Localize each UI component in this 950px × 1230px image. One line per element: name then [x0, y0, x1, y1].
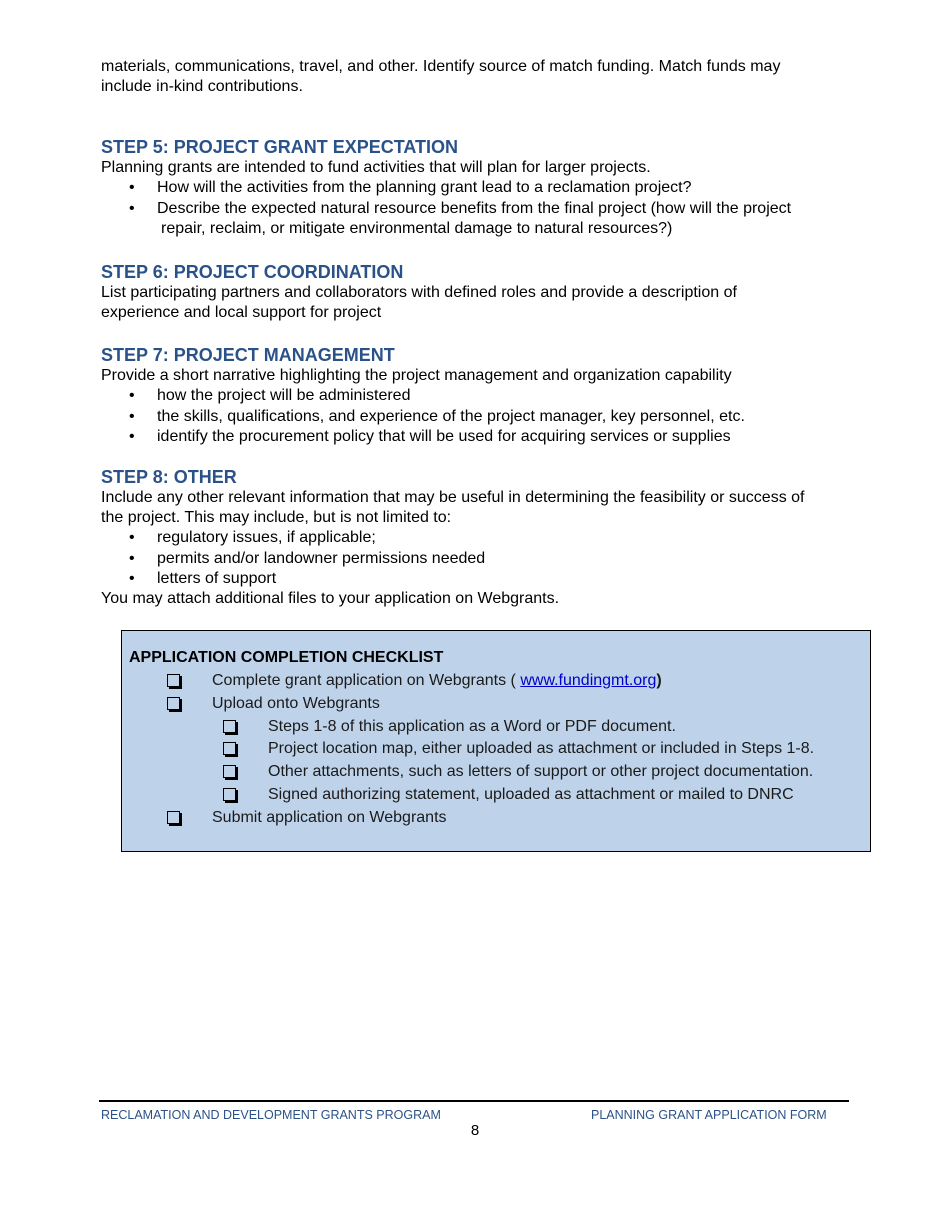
list-item: • How will the activities from the planning grant lead to a reclamation project?: [101, 178, 861, 199]
checklist-title: APPLICATION COMPLETION CHECKLIST: [129, 649, 444, 666]
step6-heading: STEP 6: PROJECT COORDINATION: [101, 262, 404, 282]
footer-divider: [99, 1100, 849, 1102]
checkbox-icon[interactable]: [223, 765, 236, 778]
step6-paragraph: [101, 283, 737, 323]
checkbox-icon[interactable]: [167, 811, 180, 824]
checkbox-icon[interactable]: [223, 720, 236, 733]
checklist-subitem-steps: Steps 1-8 of this application as a Word or PDF document.: [268, 718, 676, 735]
intro-paragraph: [101, 57, 881, 97]
list-item: • permits and/or landowner permissions needed: [101, 549, 861, 570]
checklist-item-upload: Upload onto Webgrants: [212, 695, 380, 712]
footer-form-name: PLANNING GRANT APPLICATION FORM: [591, 1108, 827, 1122]
list-item: • regulatory issues, if applicable;: [101, 528, 861, 549]
step5-text: Planning grants are intended to fund activities that will plan for larger projects.: [101, 159, 651, 176]
step7-bullet-list: [101, 386, 861, 448]
step8-line-1: Include any other relevant information that may be useful in determining the feasibility or success of: [101, 489, 805, 506]
checkbox-icon[interactable]: [167, 674, 180, 687]
intro-line-1: materials, communications, travel, and other. Identify source of match funding. Match funds may: [101, 58, 781, 75]
checklist-subitem-signed-statement: Signed authorizing statement, uploaded as attachment or mailed to DNRC: [268, 786, 794, 803]
step5-bullet-continuation: repair, reclaim, or mitigate environmental damage to natural resources?): [161, 220, 673, 237]
list-item: • the skills, qualifications, and experience of the project manager, key personnel, etc.: [101, 407, 861, 428]
step8-heading: STEP 8: OTHER: [101, 467, 237, 487]
step6-line-1: List participating partners and collaborators with defined roles and provide a description of: [101, 284, 737, 301]
intro-line-2: include in-kind contributions.: [101, 78, 303, 95]
webgrants-link[interactable]: www.fundingmt.org: [520, 672, 657, 689]
list-item: • letters of support: [101, 569, 861, 590]
step8-paragraph: [101, 488, 804, 528]
step8-bullet-list: [101, 528, 861, 590]
application-checklist: [121, 630, 871, 852]
checkbox-icon[interactable]: [167, 697, 180, 710]
step8-closing: You may attach additional files to your application on Webgrants.: [101, 590, 560, 607]
step5-bullet-list: [101, 178, 861, 240]
checkbox-icon[interactable]: [223, 788, 236, 801]
step7-text: Provide a short narrative highlighting the project management and organization capability: [101, 367, 732, 384]
list-item: • how the project will be administered: [101, 386, 861, 407]
page-number: 8: [470, 1122, 480, 1139]
checklist-subitem-location-map: Project location map, either uploaded as attachment or included in Steps 1-8.: [268, 740, 815, 757]
footer-program-name: RECLAMATION AND DEVELOPMENT GRANTS PROGRAM: [101, 1108, 441, 1122]
step5-heading: STEP 5: PROJECT GRANT EXPECTATION: [101, 137, 459, 157]
step8-line-2: the project. This may include, but is not limited to:: [101, 509, 452, 526]
checkbox-icon[interactable]: [223, 742, 236, 755]
checklist-item-complete-application: Complete grant application on Webgrants ( www.fundingmt.org): [212, 672, 662, 689]
checklist-item-submit: Submit application on Webgrants: [212, 809, 447, 826]
step7-heading: STEP 7: PROJECT MANAGEMENT: [101, 345, 395, 365]
list-item: • Describe the expected natural resource benefits from the final project (how will the project repair, reclaim, or mitigate environmental damage to natural resources?): [101, 199, 861, 240]
list-item: • identify the procurement policy that will be used for acquiring services or supplies: [101, 427, 861, 448]
checklist-subitem-other-attachments: Other attachments, such as letters of support or other project documentation.: [268, 763, 814, 780]
step6-line-2: experience and local support for project: [101, 304, 382, 321]
